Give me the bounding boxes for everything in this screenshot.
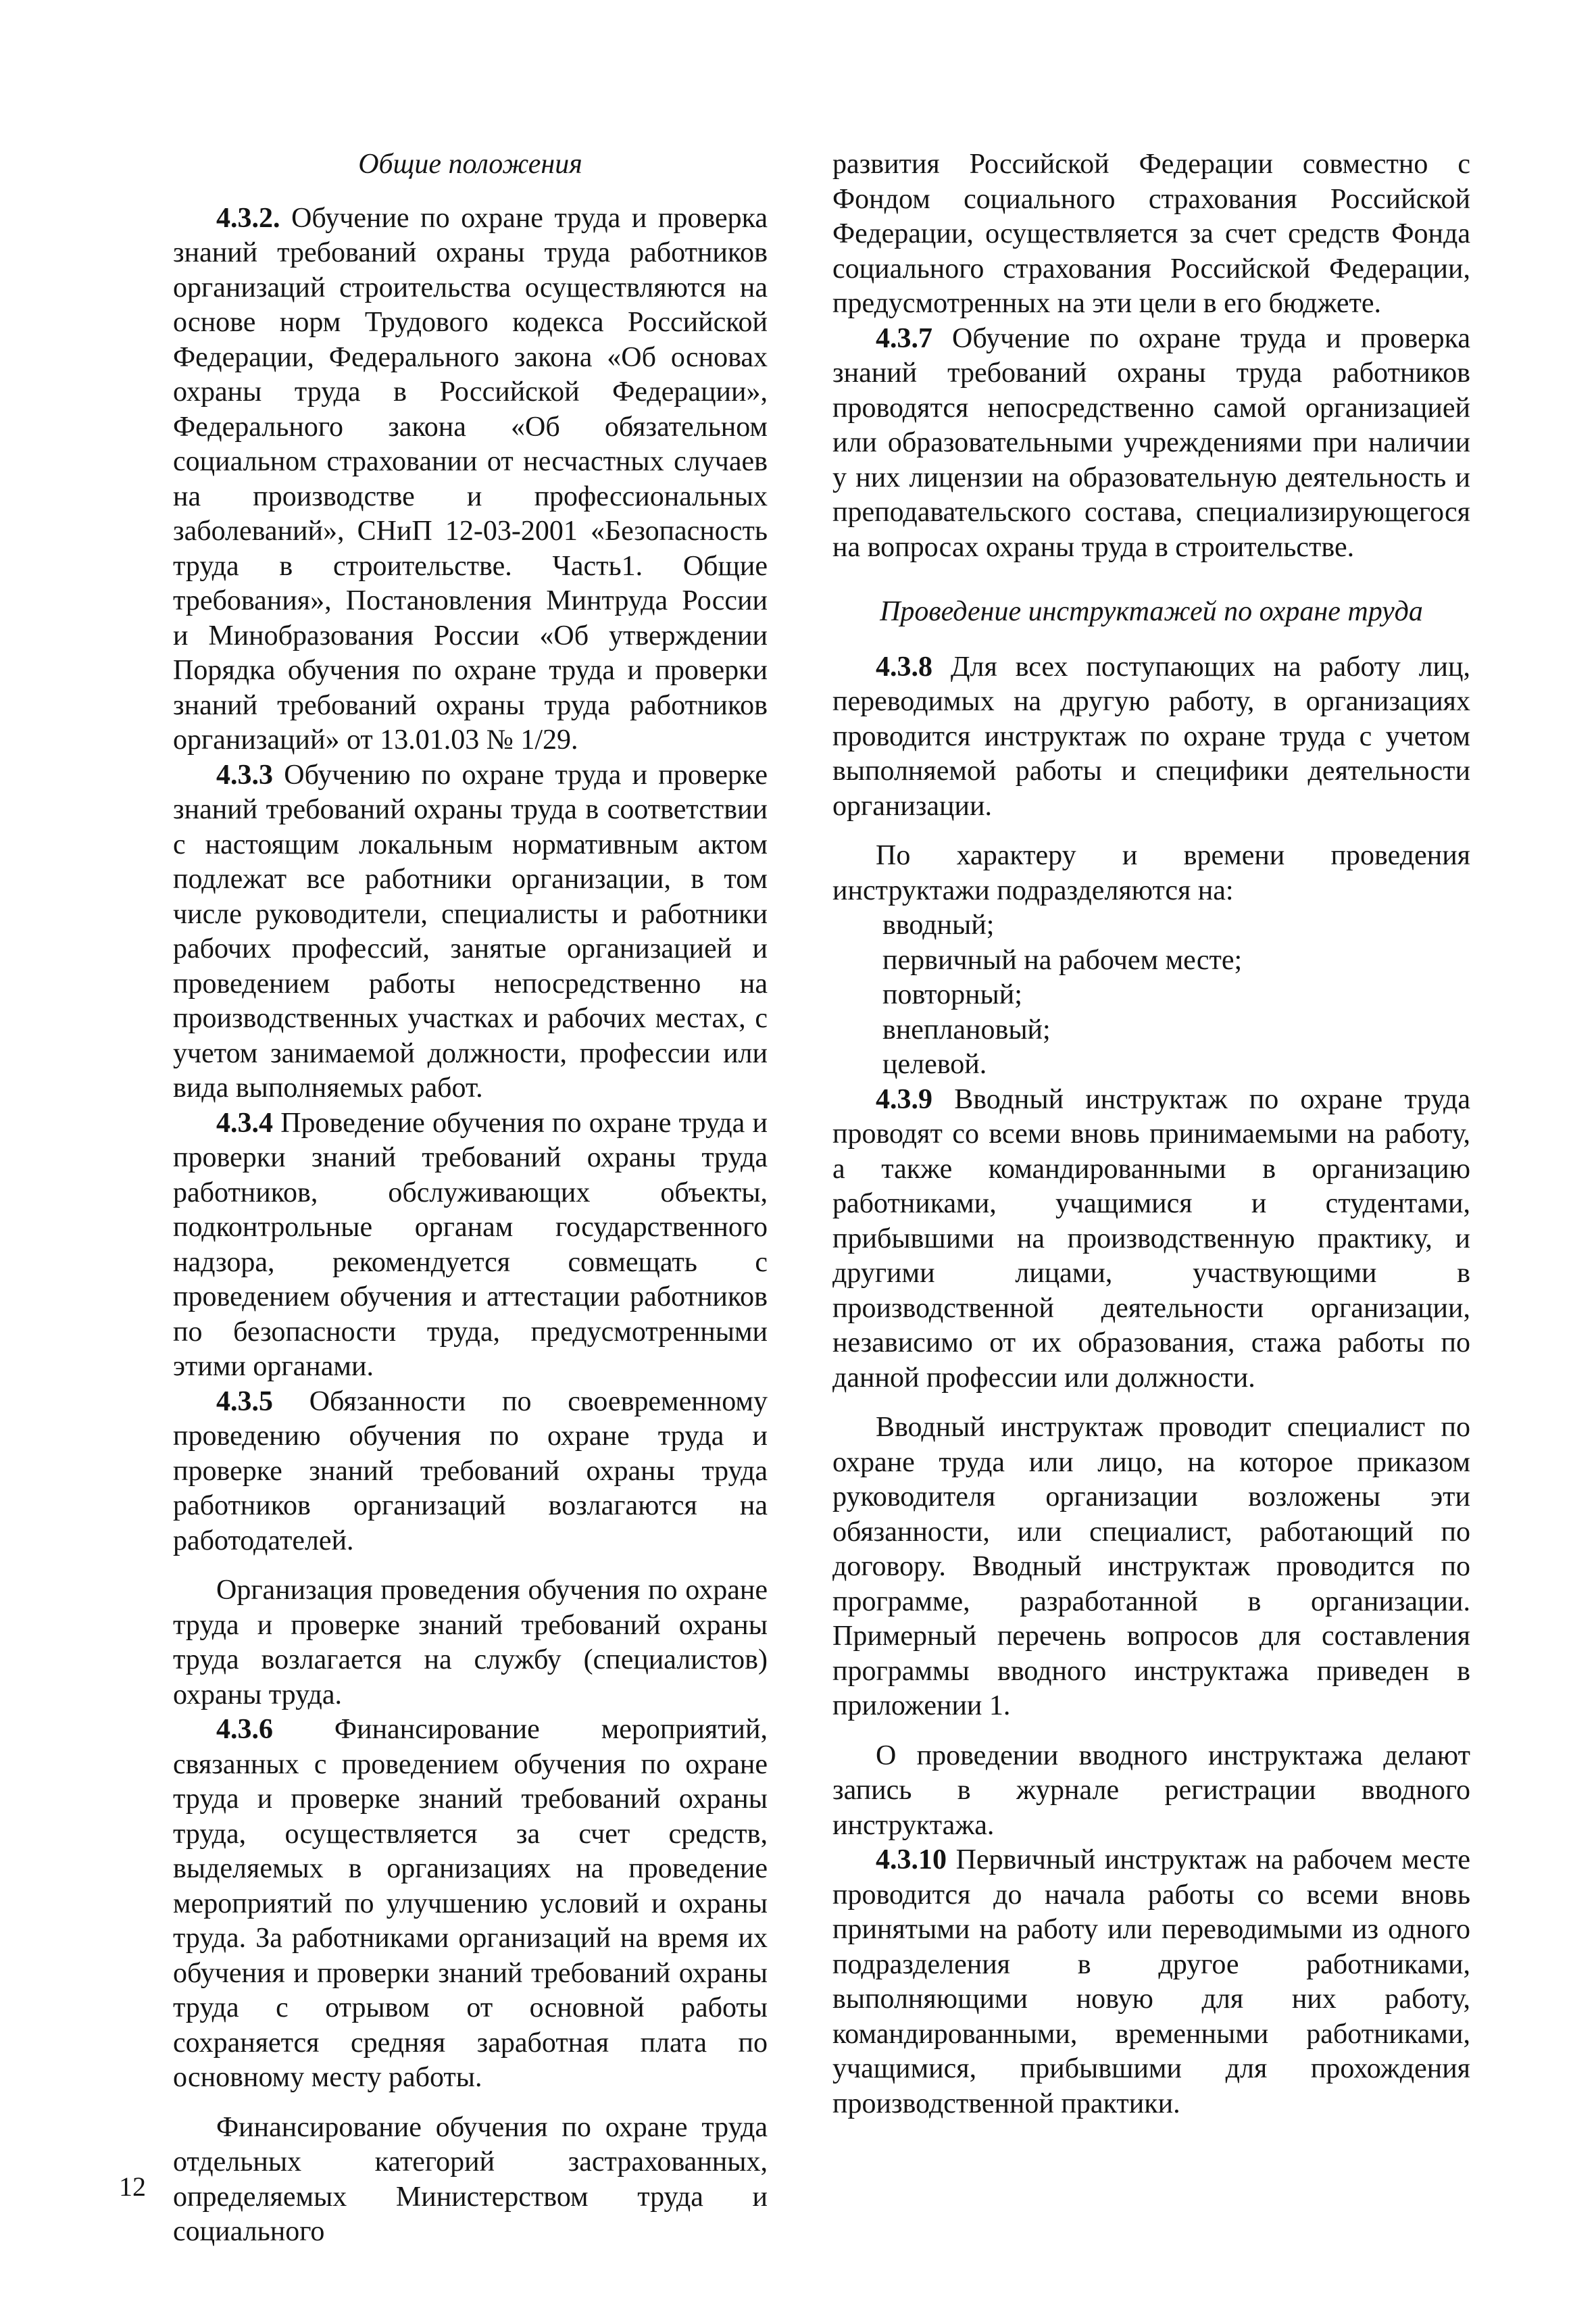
paragraph-text: Организация проведения обучения по охране труда и проверке знаний требований охраны труда возлагается на службу (специалистов) охраны труда.	[173, 1575, 768, 1710]
paragraph-4-3-9	[832, 1083, 1470, 1396]
clause-number: 4.3.5	[216, 1385, 273, 1417]
paragraph-continuation	[832, 147, 1470, 322]
paragraph-text: Вводный инструктаж проводит специалист по охране труда или лицо, на которое приказом руководителя организации возложены эти обязанности, или специалист, работающий по договору. Вводный инструктаж проводится по программе, разработанной в организации. Примерный перечень вопросов для составления программы вводного инструктажа приведен в приложении 1.	[832, 1412, 1470, 1721]
paragraph-text: Обязанности по своевременному проведению обучения по охране труда и проверке знаний требований охраны труда работников организаций возлагаются на работодателей.	[173, 1385, 768, 1556]
paragraph-text: Проведение обучения по охране труда и проверки знаний требований охраны труда работников, обслуживающих объекты, подконтрольные органам государственного надзора, рекомендуется совмещать с проведением обучения и аттестации работников по безопасности труда, предусмотренными этими органами.	[173, 1107, 768, 1382]
list-item: вводный;	[882, 910, 995, 941]
right-column	[832, 147, 1470, 2121]
clause-number: 4.3.10	[876, 1844, 947, 1875]
clause-number: 4.3.9	[876, 1083, 932, 1115]
section-heading-general: Общие положения	[358, 149, 582, 180]
paragraph-text: Обучение по охране труда и проверка знаний требований охраны труда работников организаций строительства осуществляются на основе норм Трудового кодекса Российской Федерации, Федерального закона «Об основах охраны труда в Российской Федерации», Федерального закона «Об обязательном социальном страховании от несчастных случаев на производстве и профессиональных заболеваний», СНиП 12-03-2001 «Безопасность труда в строительстве. Часть1. Общие требования», Постановления Минтруда России и Минобразования России «Об утверждении Порядка обучения по охране труда и проверки знаний требований охраны труда работников организаций» от 13.01.03 № 1/29.	[173, 202, 768, 756]
page-number: 12	[119, 2171, 146, 2202]
paragraph-text: О проведении вводного инструктажа делают запись в журнале регистрации вводного инструктажа.	[832, 1740, 1470, 1841]
list-item: внеплановый;	[882, 1014, 1051, 1045]
list-item: первичный на рабочем месте;	[882, 944, 1243, 976]
section-heading-briefings: Проведение инструктажей по охране труда	[880, 596, 1423, 627]
left-column	[173, 147, 768, 2250]
paragraph-text: По характеру и времени проведения инструктажи подразделяются на:	[832, 840, 1470, 906]
paragraph-intro-briefing-record	[832, 1739, 1470, 1844]
paragraph-4-3-6	[173, 1713, 768, 2096]
paragraph-4-3-10	[832, 1843, 1470, 2121]
paragraph-text: Обучение по охране труда и проверка знаний требований охраны труда работников проводятся непосредственно самой организацией или образовательными учреждениями при наличии у них лицензии на образовательную деятельность и преподавательского состава, специализирующегося на вопросах охраны труда в строительстве.	[832, 322, 1470, 563]
paragraph-4-3-8	[832, 650, 1470, 824]
paragraph-briefing-types	[832, 839, 1470, 908]
paragraph-4-3-4	[173, 1106, 768, 1385]
paragraph-text: Для всех поступающих на работу лиц, переводимых на другую работу, в организациях проводится инструктаж по охране труда с учетом выполняемой работы и специфики деятельности организации.	[832, 651, 1470, 822]
paragraph-text: развития Российской Федерации совместно с Фондом социального страхования Российской Федерации, осуществляется за счет средств Фонда социального страхования Российской Федерации, предусмотренных на эти цели в его бюджете.	[832, 149, 1470, 319]
clause-number: 4.3.6	[216, 1714, 273, 1745]
clause-number: 4.3.8	[876, 651, 932, 683]
clause-number: 4.3.4	[216, 1107, 273, 1139]
paragraph-text: Финансирование обучения по охране труда отдельных категорий застрахованных, определяемых Министерством труда и социального	[173, 2111, 768, 2247]
paragraph-text: Вводный инструктаж по охране труда проводят со всеми вновь принимаемыми на работу, а также командированными в организацию работниками, учащимися и студентами, прибывшими на производственную практику, и другими лицами, участвующими в производственной деятельности организации, независимо от их образования, стажа работы по данной профессии или должности.	[832, 1083, 1470, 1394]
paragraph-organization	[173, 1573, 768, 1713]
clause-number: 4.3.7	[876, 322, 932, 354]
paragraph-text: Обучению по охране труда и проверке знаний требований охраны труда в соответствии с настоящим локальным нормативным актом подлежат все работники организации, в том числе руководители, специалисты и работники рабочих профессий, занятые организацией и проведением работы непосредственно на производственных участках и рабочих местах, с учетом занимаемой должности, профессии или вида выполняемых работ.	[173, 759, 768, 1104]
paragraph-4-3-3	[173, 758, 768, 1106]
paragraph-text: Финансирование мероприятий, связанных с проведением обучения по охране труда и проверке знаний требований охраны труда, осуществляется за счет средств, выделяемых в организациях на проведение мероприятий по улучшению условий и охраны труда. За работниками организаций на время их обучения и проверки знаний требований охраны труда с отрывом от основной работы сохраняется средняя заработная плата по основному месту работы.	[173, 1714, 768, 2093]
paragraph-financing	[173, 2111, 768, 2250]
paragraph-intro-briefing-specialist	[832, 1410, 1470, 1724]
briefing-types-list	[832, 908, 1470, 1083]
list-item: целевой.	[882, 1049, 987, 1080]
clause-number: 4.3.3	[216, 759, 273, 791]
paragraph-4-3-7	[832, 322, 1470, 566]
paragraph-4-3-5	[173, 1385, 768, 1559]
clause-number: 4.3.2.	[216, 202, 280, 234]
list-item: повторный;	[882, 979, 1022, 1010]
paragraph-text: Первичный инструктаж на рабочем месте проводится до начала работы со всеми вновь принятыми на работу или переводимыми из одного подразделения в другое работниками, выполняющими новую для них работу, командированными, временными работниками, учащимися, прибывшими для прохождения производственной практики.	[832, 1844, 1470, 2119]
paragraph-4-3-2	[173, 201, 768, 758]
